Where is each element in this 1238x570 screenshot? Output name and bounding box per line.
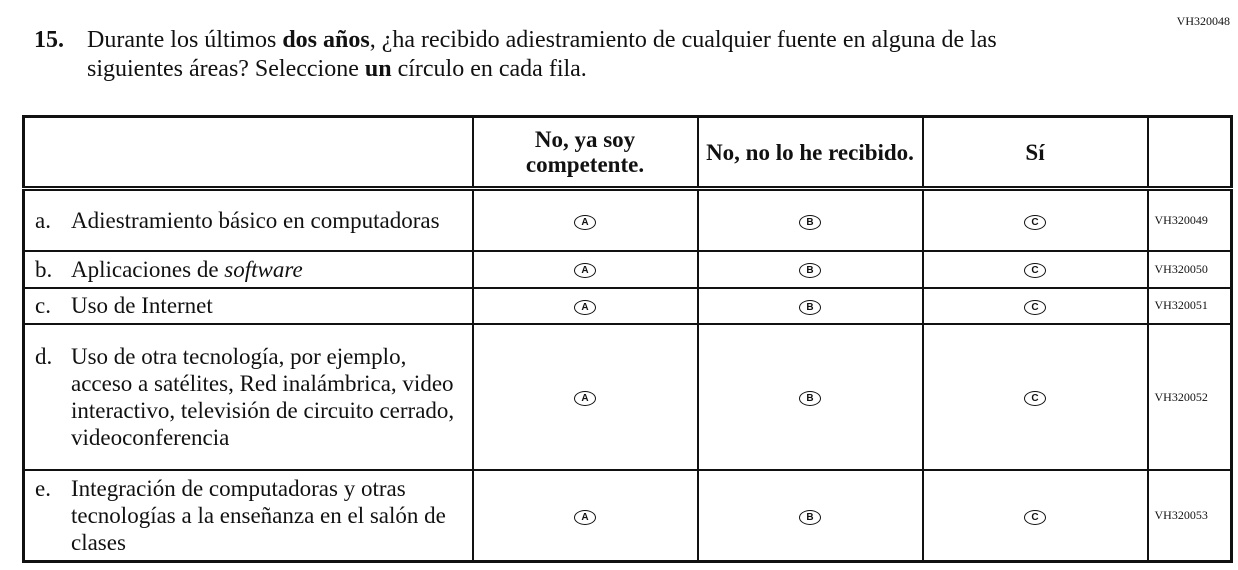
column-header-competent: No, ya soy competente. — [473, 117, 698, 189]
option-c-bubble[interactable]: C — [1024, 391, 1046, 406]
table-row-d — [24, 324, 1232, 471]
option-c-bubble[interactable]: C — [1024, 510, 1046, 525]
item-label: c. Uso de Internet — [24, 288, 473, 324]
column-header-yes: Sí — [923, 117, 1148, 189]
response-grid — [22, 115, 1233, 563]
item-code: VH320052 — [1148, 324, 1232, 471]
option-a-bubble[interactable]: A — [574, 391, 596, 406]
option-b-bubble[interactable]: B — [799, 215, 821, 230]
item-code: VH320049 — [1148, 189, 1232, 252]
header-row — [24, 117, 1232, 189]
option-a-bubble[interactable]: A — [574, 510, 596, 525]
option-b-bubble[interactable]: B — [799, 510, 821, 525]
table-row-a — [24, 189, 1232, 252]
item-label: d. Uso de otra tecnología, por ejemplo, acceso a satélites, Red inalámbrica, video interactivo, televisión de circuito cerrado, videoconferencia — [24, 324, 473, 471]
option-b-bubble[interactable]: B — [799, 391, 821, 406]
option-a-bubble[interactable]: A — [574, 215, 596, 230]
question-number: 15. — [34, 27, 64, 53]
item-code: VH320050 — [1148, 251, 1232, 287]
item-label: e. Integración de computadoras y otras tecnologías a la enseñanza en el salón de clases — [24, 470, 473, 561]
item-label: b. Aplicaciones de software — [24, 251, 473, 287]
table-row-e — [24, 470, 1232, 561]
question-prompt — [34, 26, 1074, 84]
option-a-bubble[interactable]: A — [574, 300, 596, 315]
option-b-bubble[interactable]: B — [799, 300, 821, 315]
question-id-code: VH320048 — [1176, 14, 1230, 28]
option-c-bubble[interactable]: C — [1024, 300, 1046, 315]
header-code-blank — [1148, 117, 1232, 189]
column-header-not-received: No, no lo he recibido. — [698, 117, 923, 189]
header-blank — [24, 117, 473, 189]
option-c-bubble[interactable]: C — [1024, 263, 1046, 278]
option-b-bubble[interactable]: B — [799, 263, 821, 278]
option-a-bubble[interactable]: A — [574, 263, 596, 278]
table-row-c — [24, 288, 1232, 324]
item-label: a. Adiestramiento básico en computadoras — [24, 189, 473, 252]
option-c-bubble[interactable]: C — [1024, 215, 1046, 230]
item-code: VH320051 — [1148, 288, 1232, 324]
table-row-b — [24, 251, 1232, 287]
item-code: VH320053 — [1148, 470, 1232, 561]
question-text: Durante los últimos dos años, ¿ha recibido adiestramiento de cualquier fuente en alguna de las siguientes áreas? Seleccione un círculo en cada fila. — [87, 27, 997, 82]
